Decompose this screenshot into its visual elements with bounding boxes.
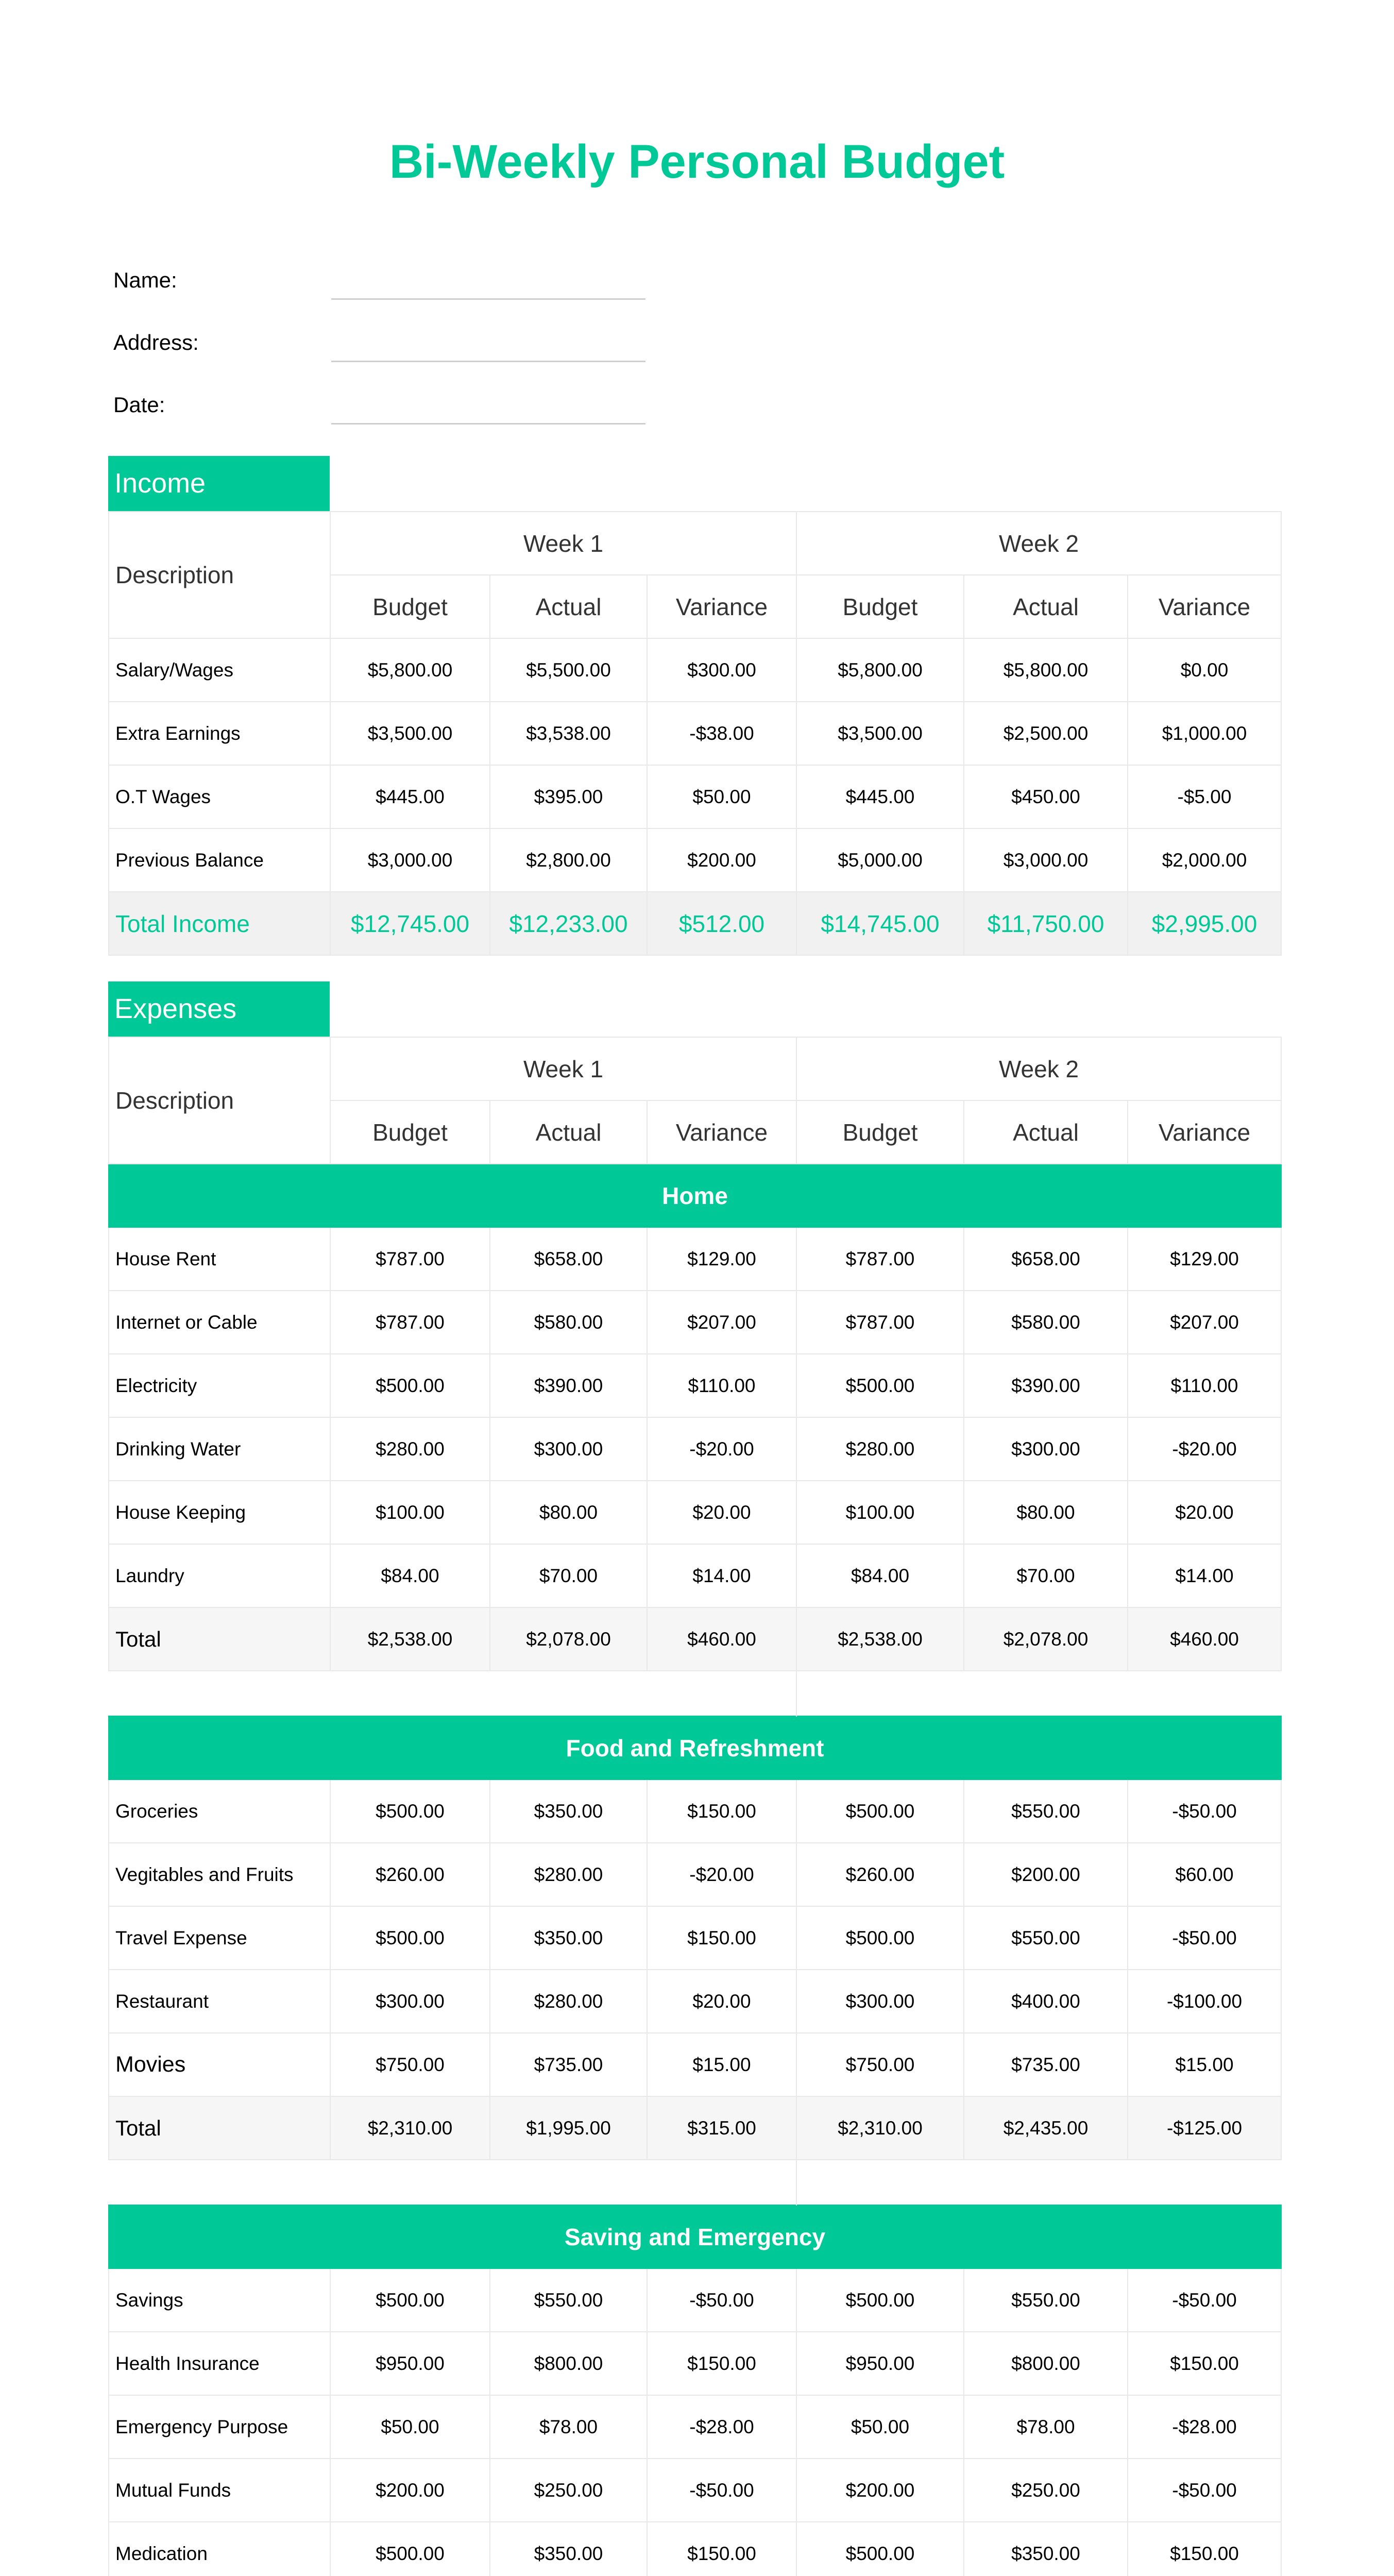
page-title: Bi-Weekly Personal Budget xyxy=(389,135,1005,188)
name-field[interactable] xyxy=(331,298,645,300)
table-cell: $84.00 xyxy=(330,1544,490,1607)
actual-header: Actual xyxy=(490,575,647,638)
table-cell: $280.00 xyxy=(330,1417,490,1481)
table-row xyxy=(109,702,1281,765)
table-cell: $350.00 xyxy=(964,2522,1128,2576)
table-cell: $500.00 xyxy=(330,1354,490,1417)
row-description: O.T Wages xyxy=(109,765,330,828)
category-header-food: Food and Refreshment xyxy=(109,1716,1281,1780)
row-description: Savings xyxy=(109,2268,330,2332)
table-cell: $200.00 xyxy=(330,2459,490,2522)
table-cell: $15.00 xyxy=(1128,2033,1281,2096)
table-cell: $500.00 xyxy=(330,2268,490,2332)
table-cell: $3,500.00 xyxy=(796,702,964,765)
table-cell: $2,435.00 xyxy=(964,2096,1128,2160)
table-row xyxy=(109,1544,1281,1607)
address-label: Address: xyxy=(113,330,199,354)
table-cell: $500.00 xyxy=(796,2268,964,2332)
variance-header: Variance xyxy=(647,1100,796,1164)
table-cell: $500.00 xyxy=(330,2522,490,2576)
table-cell: Total xyxy=(109,2096,330,2160)
row-description: Restaurant xyxy=(109,1970,330,2033)
actual-header: Actual xyxy=(964,1100,1128,1164)
table-cell: -$28.00 xyxy=(647,2395,796,2459)
table-cell: $5,000.00 xyxy=(796,828,964,892)
table-cell: $260.00 xyxy=(796,1843,964,1906)
table-cell: $300.00 xyxy=(647,638,796,702)
table-cell: $2,995.00 xyxy=(1128,892,1281,955)
table-cell: $787.00 xyxy=(796,1227,964,1291)
food-total-row xyxy=(109,2096,1281,2160)
row-description: Travel Expense xyxy=(109,1906,330,1970)
table-cell: $2,310.00 xyxy=(330,2096,490,2160)
table-cell: $50.00 xyxy=(330,2395,490,2459)
table-cell: -$38.00 xyxy=(647,702,796,765)
table-cell: $150.00 xyxy=(647,1780,796,1843)
row-description: Electricity xyxy=(109,1354,330,1417)
table-cell: $787.00 xyxy=(796,1291,964,1354)
row-description: Internet or Cable xyxy=(109,1291,330,1354)
week1-header: Week 1 xyxy=(330,512,796,575)
table-cell: $550.00 xyxy=(490,2268,647,2332)
table-cell: $500.00 xyxy=(796,1354,964,1417)
table-cell: $1,995.00 xyxy=(490,2096,647,2160)
table-cell: -$20.00 xyxy=(1128,1417,1281,1481)
table-cell: $14.00 xyxy=(1128,1544,1281,1607)
table-cell: $150.00 xyxy=(1128,2522,1281,2576)
table-cell: $1,000.00 xyxy=(1128,702,1281,765)
table-cell: -$50.00 xyxy=(1128,1780,1281,1843)
table-cell: $60.00 xyxy=(1128,1843,1281,1906)
table-cell: $250.00 xyxy=(490,2459,647,2522)
table-cell: $390.00 xyxy=(490,1354,647,1417)
description-header: Description xyxy=(109,512,330,638)
category-header-home: Home xyxy=(109,1164,1281,1227)
table-cell: $129.00 xyxy=(647,1227,796,1291)
table-cell: $950.00 xyxy=(330,2332,490,2395)
table-cell: $100.00 xyxy=(330,1481,490,1544)
table-cell: $750.00 xyxy=(330,2033,490,2096)
table-cell: $735.00 xyxy=(964,2033,1128,2096)
row-description: House Keeping xyxy=(109,1481,330,1544)
row-description: Movies xyxy=(109,2033,330,2096)
table-cell: -$50.00 xyxy=(1128,2459,1281,2522)
table-cell: $200.00 xyxy=(796,2459,964,2522)
row-description: Groceries xyxy=(109,1780,330,1843)
table-cell: $800.00 xyxy=(964,2332,1128,2395)
actual-header: Actual xyxy=(490,1100,647,1164)
name-label: Name: xyxy=(113,268,177,292)
table-cell: -$125.00 xyxy=(1128,2096,1281,2160)
table-cell: $2,310.00 xyxy=(796,2096,964,2160)
table-cell: $150.00 xyxy=(647,2332,796,2395)
row-description: Extra Earnings xyxy=(109,702,330,765)
table-cell: $200.00 xyxy=(964,1843,1128,1906)
table-cell: $200.00 xyxy=(647,828,796,892)
table-row xyxy=(109,1291,1281,1354)
variance-header: Variance xyxy=(1128,575,1281,638)
table-cell: $11,750.00 xyxy=(964,892,1128,955)
budget-header: Budget xyxy=(330,575,490,638)
row-description: Drinking Water xyxy=(109,1417,330,1481)
variance-header: Variance xyxy=(647,575,796,638)
table-cell: $12,745.00 xyxy=(330,892,490,955)
week1-header: Week 1 xyxy=(330,1037,796,1100)
table-cell: $110.00 xyxy=(647,1354,796,1417)
table-cell: $300.00 xyxy=(964,1417,1128,1481)
table-cell: Total Income xyxy=(109,892,330,955)
table-cell: $150.00 xyxy=(647,1906,796,1970)
table-cell: $280.00 xyxy=(490,1843,647,1906)
table-cell: $207.00 xyxy=(647,1291,796,1354)
table-cell: $5,500.00 xyxy=(490,638,647,702)
table-cell: $3,000.00 xyxy=(964,828,1128,892)
address-field[interactable] xyxy=(331,361,645,362)
table-cell: Total xyxy=(109,1607,330,1671)
table-cell: $260.00 xyxy=(330,1843,490,1906)
table-cell: -$50.00 xyxy=(647,2268,796,2332)
income-section-tab: Income xyxy=(108,456,330,511)
table-cell: $2,500.00 xyxy=(964,702,1128,765)
table-cell: $550.00 xyxy=(964,2268,1128,2332)
expenses-table xyxy=(108,1037,1282,2576)
table-cell: $80.00 xyxy=(490,1481,647,1544)
table-cell: $445.00 xyxy=(796,765,964,828)
table-cell: $350.00 xyxy=(490,2522,647,2576)
week2-header: Week 2 xyxy=(796,1037,1281,1100)
table-cell: $400.00 xyxy=(964,1970,1128,2033)
table-row xyxy=(109,2033,1281,2096)
table-cell: $150.00 xyxy=(1128,2332,1281,2395)
row-description: Mutual Funds xyxy=(109,2459,330,2522)
table-cell: $390.00 xyxy=(964,1354,1128,1417)
budget-header: Budget xyxy=(796,1100,964,1164)
table-cell: $3,538.00 xyxy=(490,702,647,765)
row-description: Vegitables and Fruits xyxy=(109,1843,330,1906)
row-description: Laundry xyxy=(109,1544,330,1607)
expenses-section-tab: Expenses xyxy=(108,981,330,1037)
table-cell: -$28.00 xyxy=(1128,2395,1281,2459)
table-cell: $20.00 xyxy=(647,1481,796,1544)
table-row xyxy=(109,1354,1281,1417)
budget-header: Budget xyxy=(330,1100,490,1164)
variance-header: Variance xyxy=(1128,1100,1281,1164)
table-row xyxy=(109,2395,1281,2459)
table-cell: $20.00 xyxy=(1128,1481,1281,1544)
table-cell: $2,800.00 xyxy=(490,828,647,892)
row-description: Health Insurance xyxy=(109,2332,330,2395)
table-cell: $3,500.00 xyxy=(330,702,490,765)
date-field[interactable] xyxy=(331,423,645,425)
table-cell: $460.00 xyxy=(647,1607,796,1671)
table-cell: -$50.00 xyxy=(647,2459,796,2522)
home-total-row xyxy=(109,1607,1281,1671)
table-cell: -$50.00 xyxy=(1128,1906,1281,1970)
table-cell: $300.00 xyxy=(330,1970,490,2033)
table-cell: $5,800.00 xyxy=(330,638,490,702)
table-cell: -$100.00 xyxy=(1128,1970,1281,2033)
table-cell: $50.00 xyxy=(647,765,796,828)
table-row xyxy=(109,1417,1281,1481)
table-cell: $78.00 xyxy=(490,2395,647,2459)
row-description: Salary/Wages xyxy=(109,638,330,702)
table-cell: $750.00 xyxy=(796,2033,964,2096)
table-cell: $658.00 xyxy=(964,1227,1128,1291)
table-cell: $12,233.00 xyxy=(490,892,647,955)
table-row xyxy=(109,2459,1281,2522)
table-cell: $395.00 xyxy=(490,765,647,828)
income-table xyxy=(108,511,1282,956)
table-cell: $84.00 xyxy=(796,1544,964,1607)
table-row xyxy=(109,1780,1281,1843)
row-description: House Rent xyxy=(109,1227,330,1291)
table-cell: $787.00 xyxy=(330,1227,490,1291)
row-description: Previous Balance xyxy=(109,828,330,892)
table-cell: $300.00 xyxy=(796,1970,964,2033)
table-cell: $658.00 xyxy=(490,1227,647,1291)
table-cell: $2,538.00 xyxy=(330,1607,490,1671)
table-cell: $150.00 xyxy=(647,2522,796,2576)
row-description: Emergency Purpose xyxy=(109,2395,330,2459)
table-row xyxy=(109,1227,1281,1291)
week2-header: Week 2 xyxy=(796,512,1281,575)
table-cell: $500.00 xyxy=(330,1906,490,1970)
table-row xyxy=(109,828,1281,892)
table-cell: $3,000.00 xyxy=(330,828,490,892)
table-cell: $460.00 xyxy=(1128,1607,1281,1671)
table-cell: $70.00 xyxy=(964,1544,1128,1607)
table-cell: $315.00 xyxy=(647,2096,796,2160)
actual-header: Actual xyxy=(964,575,1128,638)
table-cell: $500.00 xyxy=(796,1906,964,1970)
table-cell: $500.00 xyxy=(796,1780,964,1843)
table-cell: $14.00 xyxy=(647,1544,796,1607)
table-cell: -$20.00 xyxy=(647,1843,796,1906)
table-row xyxy=(109,638,1281,702)
total-income-row xyxy=(109,892,1281,955)
table-cell: $800.00 xyxy=(490,2332,647,2395)
table-row xyxy=(109,1970,1281,2033)
table-cell: $787.00 xyxy=(330,1291,490,1354)
table-cell: $280.00 xyxy=(490,1970,647,2033)
table-cell: $280.00 xyxy=(796,1417,964,1481)
table-cell: $445.00 xyxy=(330,765,490,828)
table-cell: $950.00 xyxy=(796,2332,964,2395)
table-row xyxy=(109,765,1281,828)
table-cell: $500.00 xyxy=(330,1780,490,1843)
budget-header: Budget xyxy=(796,575,964,638)
table-cell: -$20.00 xyxy=(647,1417,796,1481)
description-header: Description xyxy=(109,1037,330,1164)
table-row xyxy=(109,2268,1281,2332)
table-row xyxy=(109,1906,1281,1970)
table-cell: -$50.00 xyxy=(1128,2268,1281,2332)
table-cell: $2,000.00 xyxy=(1128,828,1281,892)
table-cell: -$5.00 xyxy=(1128,765,1281,828)
table-cell: $550.00 xyxy=(964,1780,1128,1843)
table-row xyxy=(109,2522,1281,2576)
table-cell: $78.00 xyxy=(964,2395,1128,2459)
table-cell: $20.00 xyxy=(647,1970,796,2033)
table-cell: $500.00 xyxy=(796,2522,964,2576)
table-cell: $207.00 xyxy=(1128,1291,1281,1354)
table-cell: $550.00 xyxy=(964,1906,1128,1970)
table-cell: $80.00 xyxy=(964,1481,1128,1544)
table-cell: $14,745.00 xyxy=(796,892,964,955)
table-cell: $450.00 xyxy=(964,765,1128,828)
table-cell: $15.00 xyxy=(647,2033,796,2096)
table-cell: $70.00 xyxy=(490,1544,647,1607)
table-cell: $0.00 xyxy=(1128,638,1281,702)
table-cell: $5,800.00 xyxy=(796,638,964,702)
table-cell: $2,078.00 xyxy=(490,1607,647,1671)
table-cell: $2,538.00 xyxy=(796,1607,964,1671)
table-cell: $580.00 xyxy=(490,1291,647,1354)
table-cell: $5,800.00 xyxy=(964,638,1128,702)
table-cell: $512.00 xyxy=(647,892,796,955)
table-row xyxy=(109,1481,1281,1544)
table-cell: $2,078.00 xyxy=(964,1607,1128,1671)
table-cell: $110.00 xyxy=(1128,1354,1281,1417)
table-row xyxy=(109,2332,1281,2395)
table-cell: $350.00 xyxy=(490,1780,647,1843)
table-cell: $350.00 xyxy=(490,1906,647,1970)
table-cell: $129.00 xyxy=(1128,1227,1281,1291)
date-label: Date: xyxy=(113,393,165,417)
row-description: Medication xyxy=(109,2522,330,2576)
table-cell: $250.00 xyxy=(964,2459,1128,2522)
table-row xyxy=(109,1843,1281,1906)
table-cell: $50.00 xyxy=(796,2395,964,2459)
table-cell: $100.00 xyxy=(796,1481,964,1544)
category-header-saving: Saving and Emergency xyxy=(109,2205,1281,2268)
table-cell: $735.00 xyxy=(490,2033,647,2096)
table-cell: $580.00 xyxy=(964,1291,1128,1354)
table-cell: $300.00 xyxy=(490,1417,647,1481)
